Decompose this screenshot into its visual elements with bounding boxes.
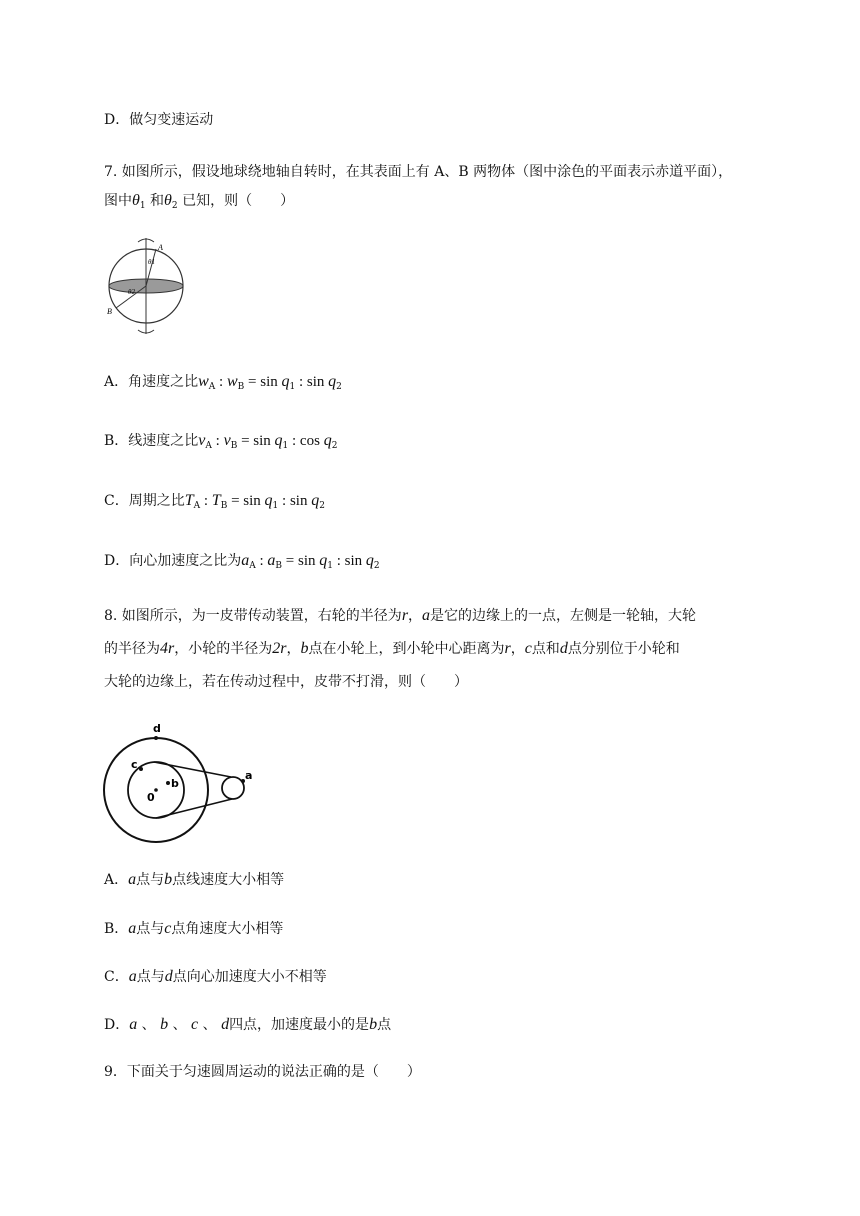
- q8-stem-line3: 大轮的边缘上，若在传动过程中，皮带不打滑，则（ ）: [104, 674, 468, 690]
- q8-option-d: D．a 、 b 、 c 、 d四点，加速度最小的是b点: [104, 1016, 392, 1033]
- label-d: d: [153, 722, 161, 735]
- belt-drive-figure: [100, 720, 260, 844]
- label-b: b: [171, 777, 179, 790]
- label-theta2: θ2: [128, 288, 135, 296]
- q8-option-b: B．a点与c点角速度大小相等: [104, 920, 284, 937]
- q7-stem-line2: 图中$\theta_1$ 和$\theta_2$ 已知，则（ ）: [104, 192, 295, 211]
- label-theta1: θ1: [148, 258, 155, 266]
- q7-stem-line1: 7. 如图所示，假设地球绕地轴自转时，在其表面上有 A、B 两物体（图中涂色的平面表示赤道平面），: [104, 164, 733, 180]
- q8-option-a: A．a点与b点线速度大小相等: [104, 871, 285, 888]
- q8-stem-line1: 8. 如图所示，为一皮带传动装置，右轮的半径为r，a是它的边缘上的一点，左侧是一轮轴，大轮: [104, 607, 697, 624]
- q8-option-c: C．a点与d点向心加速度大小不相等: [104, 968, 327, 985]
- earth-figure: [104, 234, 194, 338]
- q7-option-a: A．角速度之比$w_A$ : $w_B = \sin q_1$ : $\sin q_2$: [104, 373, 342, 392]
- label-a: a: [245, 769, 253, 782]
- q9-stem: 9．下面关于匀速圆周运动的说法正确的是（ ）: [104, 1064, 421, 1080]
- q7-option-d: D．向心加速度之比为$a_A$ : $a_B = \sin q_1$ : $\sin q_2$: [104, 552, 380, 571]
- q6-option-d: D．做匀变速运动: [104, 112, 214, 128]
- label-c: c: [131, 758, 138, 771]
- q7-option-b: B．线速度之比$v_A$ : $v_B = \sin q_1$ : $\cos q_2$: [104, 432, 338, 451]
- q8-stem-line2: 的半径为4r，小轮的半径为2r，b点在小轮上，到小轮中心距离为r，c点和d点分别位于小轮和: [104, 640, 680, 657]
- label-a: A: [158, 243, 163, 252]
- label-b: B: [107, 307, 112, 316]
- label-o: 0: [147, 791, 155, 804]
- q7-option-c: C．周期之比$T_A$ : $T_B = \sin q_1$ : $\sin q_2$: [104, 492, 325, 511]
